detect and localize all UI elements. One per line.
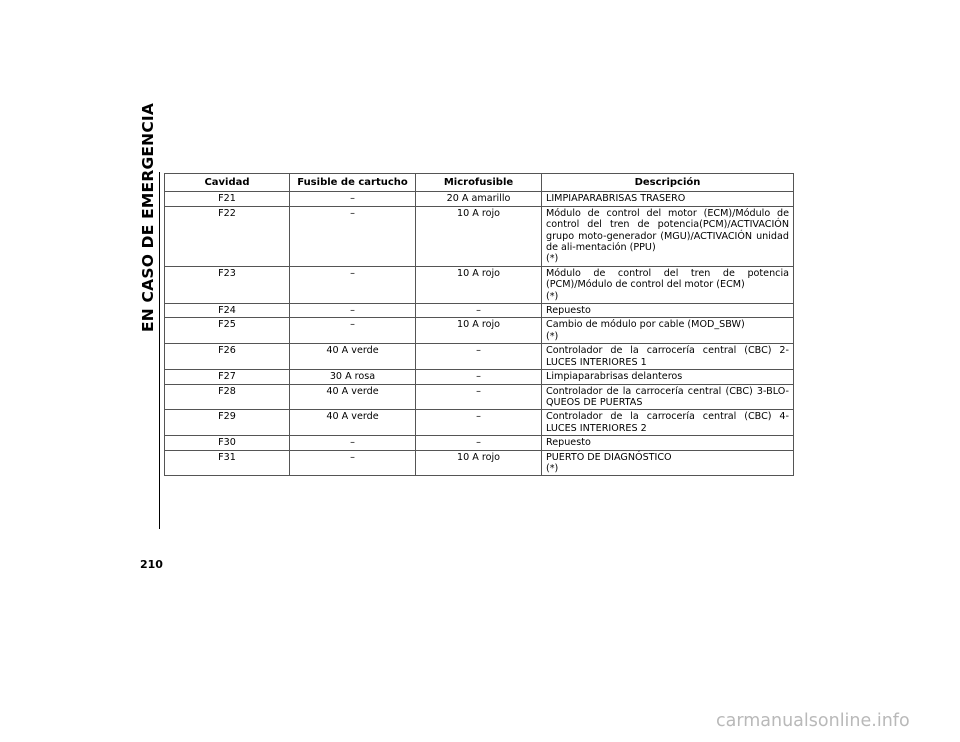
table-row — [165, 344, 794, 370]
description-line: (*) — [546, 290, 559, 302]
cell-micro-fuse: – — [416, 410, 542, 436]
cell-cartridge-fuse: – — [290, 206, 416, 266]
cell-description — [542, 206, 794, 266]
cell-micro-fuse: – — [416, 370, 542, 384]
table-row — [165, 436, 794, 450]
cell-description — [542, 266, 794, 303]
cell-cavity: F23 — [165, 266, 290, 303]
description-line: Módulo de control del tren de potencia (PCM)/Módulo de control del motor (ECM) — [546, 267, 789, 291]
table-header-row — [165, 174, 794, 192]
description-line: Repuesto — [546, 305, 591, 317]
description-line: (*) — [546, 253, 559, 265]
description-line: PUERTO DE DIAGNÓSTICO — [546, 451, 672, 463]
header-micro-fuse: Microfusible — [416, 174, 542, 192]
table-row — [165, 410, 794, 436]
cell-cavity: F30 — [165, 436, 290, 450]
cell-cavity: F29 — [165, 410, 290, 436]
fuse-table — [164, 173, 794, 476]
header-description: Descripción — [542, 174, 794, 192]
cell-micro-fuse: – — [416, 384, 542, 410]
cell-micro-fuse: 10 A rojo — [416, 450, 542, 476]
cell-cavity: F31 — [165, 450, 290, 476]
cell-micro-fuse: 10 A rojo — [416, 318, 542, 344]
description-line: LIMPIAPARABRISAS TRASERO — [546, 193, 686, 205]
cell-description — [542, 436, 794, 450]
cell-micro-fuse: 20 A amarillo — [416, 192, 542, 206]
cell-cavity: F21 — [165, 192, 290, 206]
section-divider — [159, 172, 160, 529]
cell-cartridge-fuse: 30 A rosa — [290, 370, 416, 384]
cell-cartridge-fuse: – — [290, 450, 416, 476]
description-line: Cambio de módulo por cable (MOD_SBW) — [546, 319, 745, 331]
description-line: Repuesto — [546, 437, 591, 449]
cell-description — [542, 450, 794, 476]
cell-cavity: F24 — [165, 304, 290, 318]
table-row — [165, 370, 794, 384]
cell-micro-fuse: 10 A rojo — [416, 206, 542, 266]
page-number: 210 — [140, 558, 163, 571]
cell-cartridge-fuse: – — [290, 304, 416, 318]
header-cavity: Cavidad — [165, 174, 290, 192]
section-title-vertical — [137, 102, 159, 332]
cell-cavity: F25 — [165, 318, 290, 344]
table-row — [165, 318, 794, 344]
cell-cartridge-fuse: – — [290, 266, 416, 303]
section-title-text: EN CASO DE EMERGENCIA — [139, 102, 157, 332]
watermark: carmanualsonline.info — [716, 711, 910, 731]
table-row — [165, 206, 794, 266]
cell-micro-fuse: – — [416, 304, 542, 318]
cell-description — [542, 370, 794, 384]
description-line: (*) — [546, 330, 559, 342]
description-line: Módulo de control del motor (ECM)/Módulo de control del tren de potencia(PCM)/ACTIVACIÓN grupo moto-generador (MGU)/ACTIVACIÓN unidad de ali-mentación (PPU) — [546, 207, 789, 254]
cell-cavity: F26 — [165, 344, 290, 370]
cell-micro-fuse: 10 A rojo — [416, 266, 542, 303]
cell-description — [542, 344, 794, 370]
cell-cartridge-fuse: 40 A verde — [290, 344, 416, 370]
cell-micro-fuse: – — [416, 436, 542, 450]
table-row — [165, 192, 794, 206]
cell-description — [542, 318, 794, 344]
table-row — [165, 450, 794, 476]
cell-description — [542, 410, 794, 436]
cell-micro-fuse: – — [416, 344, 542, 370]
description-line: (*) — [546, 462, 559, 474]
description-line: Controlador de la carrocería central (CBC) 2-LUCES INTERIORES 1 — [546, 345, 789, 368]
fuse-table-body — [165, 192, 794, 476]
cell-cartridge-fuse: – — [290, 192, 416, 206]
table-row — [165, 266, 794, 303]
cell-cavity: F22 — [165, 206, 290, 266]
description-line: Limpiaparabrisas delanteros — [546, 371, 683, 383]
cell-cavity: F28 — [165, 384, 290, 410]
cell-description — [542, 384, 794, 410]
table-row — [165, 304, 794, 318]
cell-cartridge-fuse: – — [290, 436, 416, 450]
cell-cartridge-fuse: 40 A verde — [290, 384, 416, 410]
description-line: Controlador de la carrocería central (CBC) 4-LUCES INTERIORES 2 — [546, 411, 789, 434]
cell-cartridge-fuse: – — [290, 318, 416, 344]
cell-description — [542, 192, 794, 206]
table-row — [165, 384, 794, 410]
description-line: Controlador de la carrocería central (CBC) 3-BLO-QUEOS DE PUERTAS — [546, 385, 789, 408]
cell-cartridge-fuse: 40 A verde — [290, 410, 416, 436]
cell-description — [542, 304, 794, 318]
cell-cavity: F27 — [165, 370, 290, 384]
header-cartridge-fuse: Fusible de cartucho — [290, 174, 416, 192]
